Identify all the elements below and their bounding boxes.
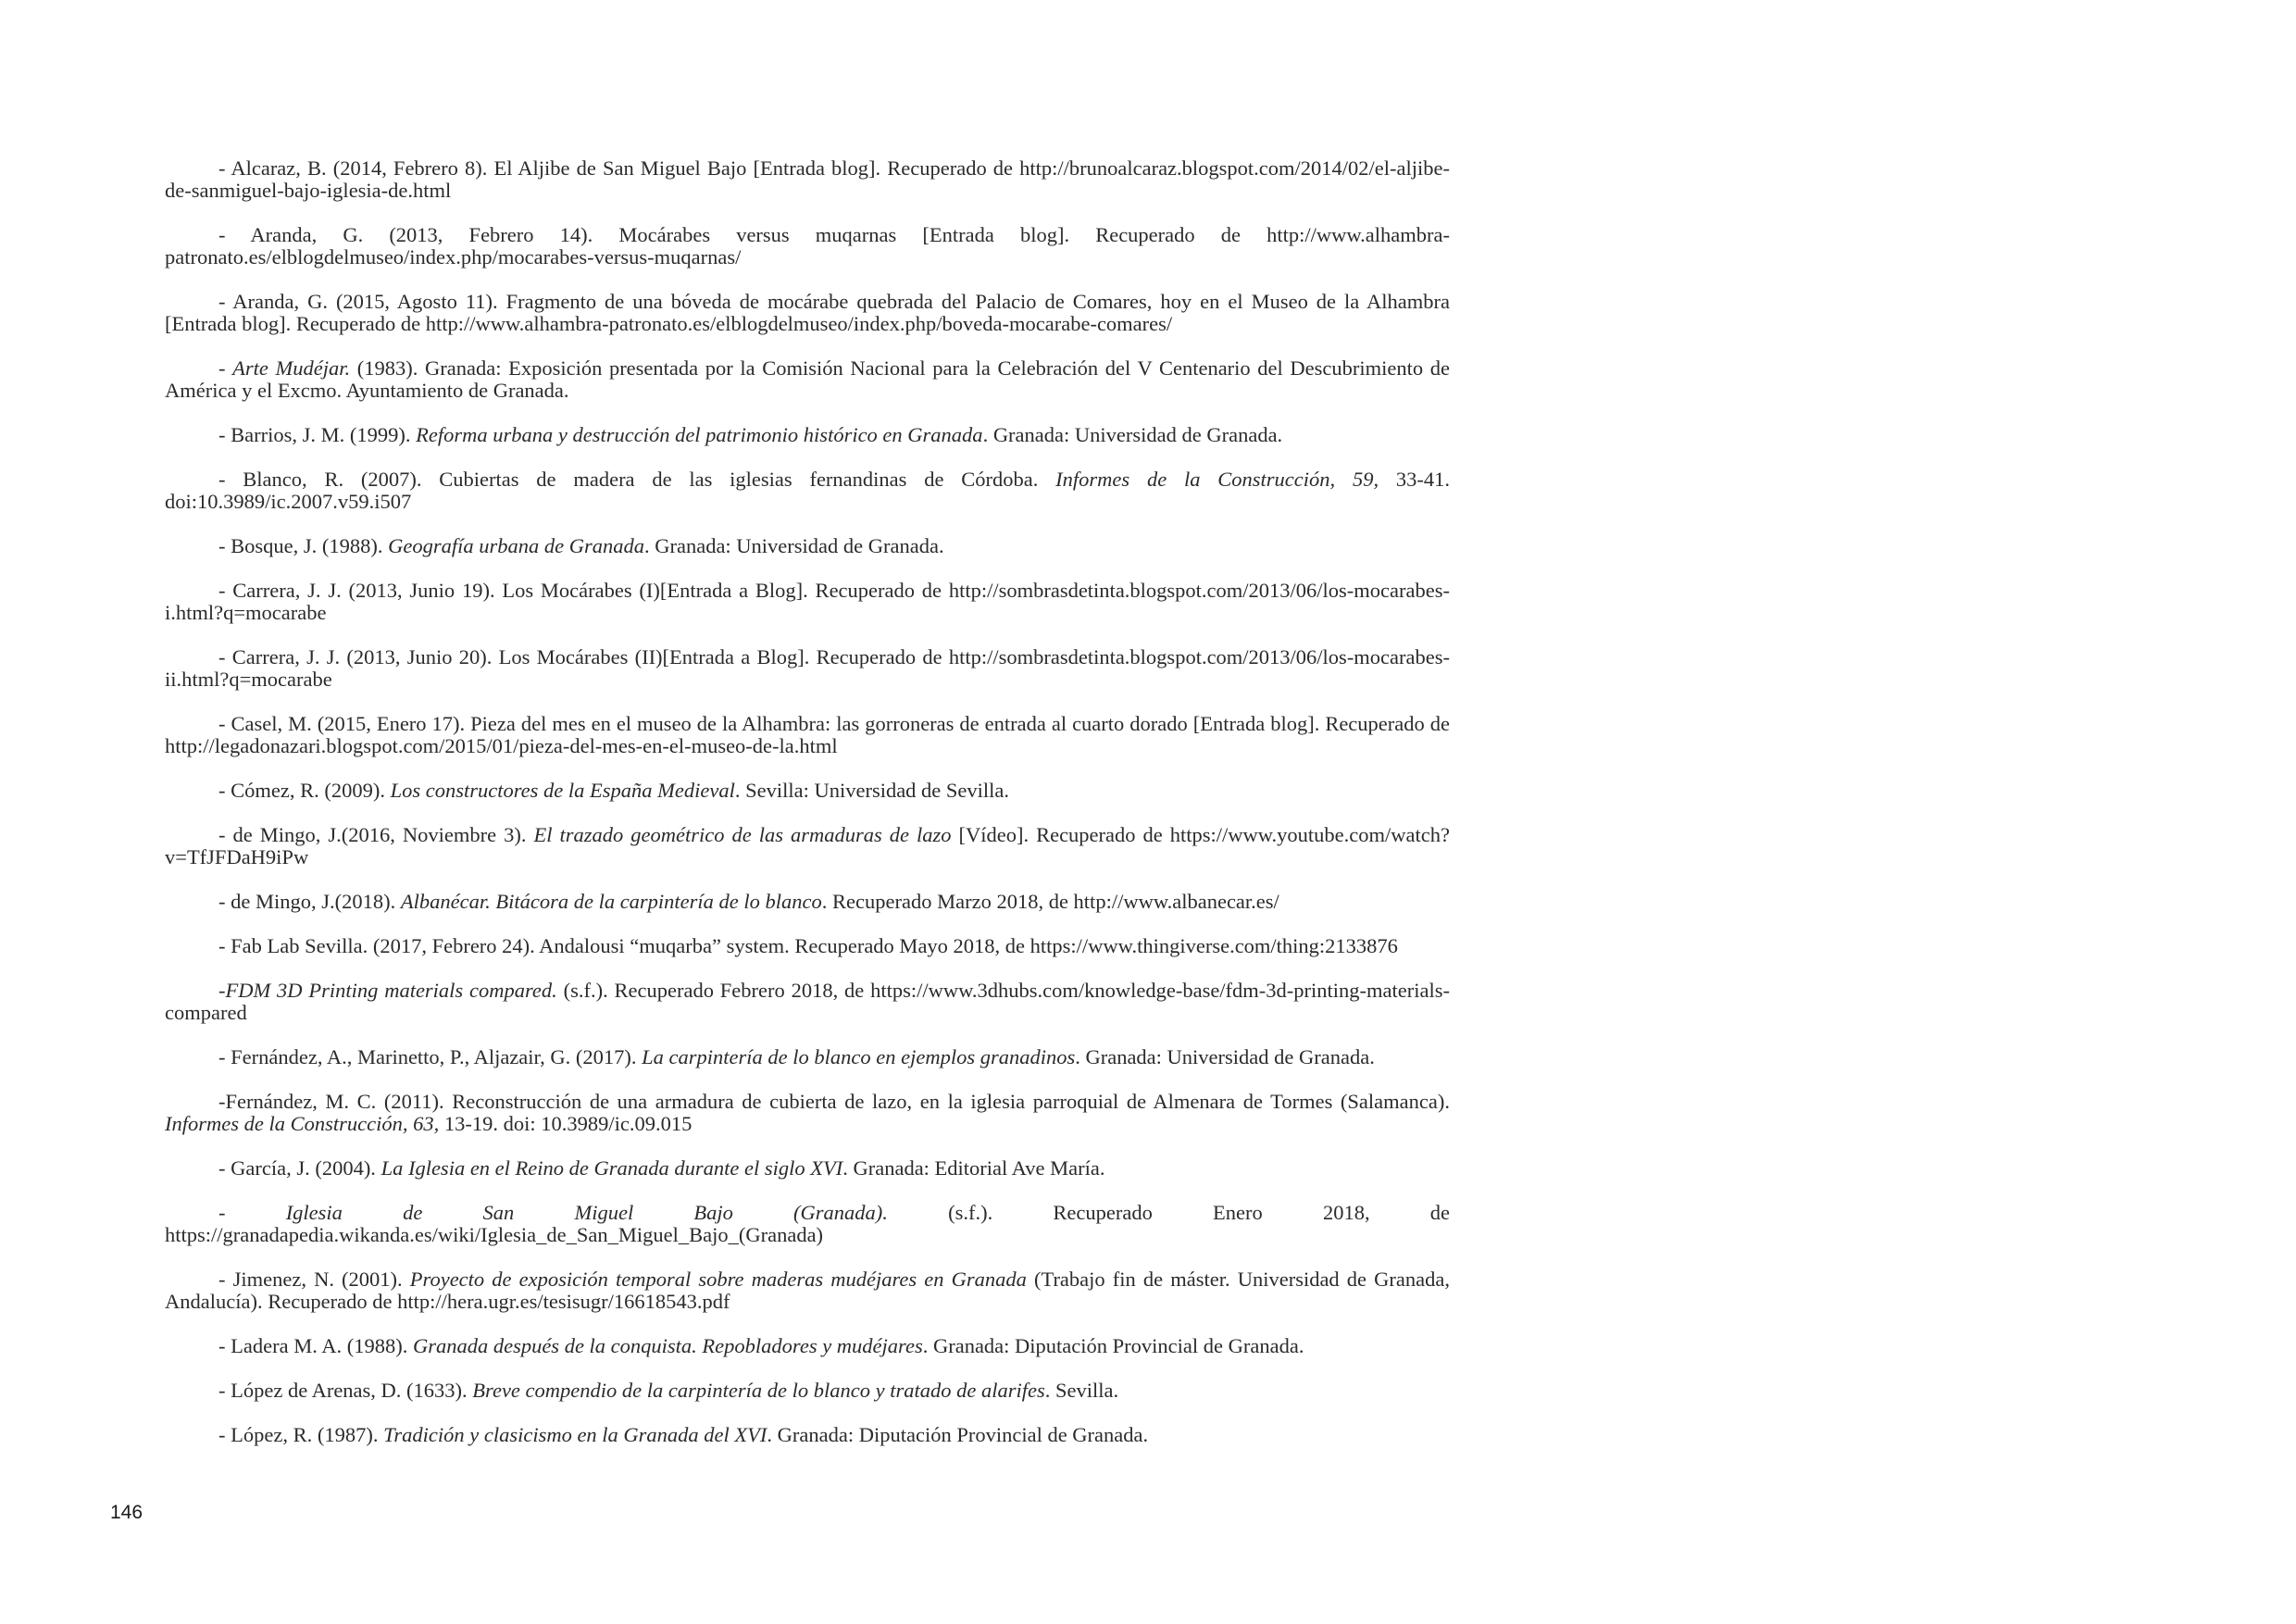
entry-text: . Sevilla.: [1044, 1379, 1119, 1402]
entry-title-italic: Proyecto de exposición temporal sobre maderas mudéjares en Granada: [409, 1268, 1027, 1291]
bibliography-entry: [165, 1046, 1450, 1068]
bibliography-entry: [165, 780, 1450, 802]
entry-text: - Alcaraz, B. (2014, Febrero 8). El Aljibe de San Miguel Bajo [Entrada blog]. Recuperado de http://brunoalcaraz.blogspot.com/2014/02/el-aljibe-de-sanmiguel-bajo-iglesia-de.html: [165, 156, 1450, 202]
entry-title-italic: Geografía urbana de Granada: [388, 534, 644, 557]
entry-text: . Granada: Universidad de Granada.: [643, 534, 944, 557]
bibliography-entry: [165, 980, 1450, 1024]
bibliography-entry: [165, 468, 1450, 513]
entry-text: - Fernández, A., Marinetto, P., Aljazair, G. (2017).: [218, 1045, 643, 1068]
entry-text: - Ladera M. A. (1988).: [218, 1334, 413, 1357]
entry-text: . Granada: Universidad de Granada.: [982, 423, 1283, 446]
entry-text: - Aranda, G. (2013, Febrero 14). Mocárabes versus muqarnas [Entrada blog]. Recuperado de http://www.alhambra-patronato.es/elblogdelmuseo/index.php/mocarabes-versus-muqarnas/: [165, 223, 1450, 269]
bibliography-entry: [165, 891, 1450, 913]
bibliography-entry: [165, 224, 1450, 269]
bibliography-entry: [165, 1380, 1450, 1402]
bibliography-entry: [165, 535, 1450, 557]
entry-text: . Sevilla: Universidad de Sevilla.: [734, 779, 1010, 802]
entry-text: (s.f.). Recuperado Enero 2018, de https://granadapedia.wikanda.es/wiki/Iglesia_de_San_Miguel_Bajo_(Granada): [165, 1201, 1451, 1246]
entry-text: - Cómez, R. (2009).: [218, 779, 391, 802]
entry-title-italic: FDM 3D Printing materials compared.: [225, 979, 557, 1002]
entry-text: (Trabajo fin de máster. Universidad de Granada, Andalucía). Recuperado de http://hera.ugr.es/tesisugr/16618543.pdf: [165, 1268, 1450, 1313]
entry-text: -: [218, 356, 233, 380]
entry-title-italic: Arte Mudéjar.: [232, 356, 351, 380]
entry-text: . Recuperado Marzo 2018, de http://www.albanecar.es/: [821, 890, 1279, 913]
entry-title-italic: Informes de la Construcción, 63,: [165, 1112, 440, 1135]
bibliography-list: [165, 157, 1450, 1468]
bibliography-entry: [165, 357, 1450, 402]
entry-text: 33-41. doi:10.3989/ic.2007.v59.i507: [165, 468, 1450, 513]
bibliography-entry: [165, 713, 1450, 757]
entry-text: -: [218, 1201, 286, 1224]
entry-text: . Granada: Diputación Provincial de Granada.: [922, 1334, 1304, 1357]
entry-text: -: [218, 979, 226, 1002]
entry-text: . Granada: Editorial Ave María.: [842, 1156, 1105, 1180]
entry-text: . Granada: Universidad de Granada.: [1075, 1045, 1375, 1068]
entry-text: - Blanco, R. (2007). Cubiertas de madera de las iglesias fernandinas de Córdoba.: [218, 468, 1056, 491]
entry-text: [Vídeo]. Recuperado de https://www.youtube.com/watch?v=TfJFDaH9iPw: [165, 823, 1450, 868]
bibliography-entry: [165, 291, 1450, 335]
entry-title-italic: Iglesia de San Miguel Bajo (Granada).: [285, 1201, 888, 1224]
bibliography-entry: [165, 424, 1450, 446]
entry-title-italic: Tradición y clasicismo en la Granada del XVI: [383, 1423, 767, 1446]
bibliography-entry: [165, 157, 1450, 202]
entry-text: - Jimenez, N. (2001).: [218, 1268, 410, 1291]
page-number: 146: [110, 1502, 144, 1523]
entry-text: - López de Arenas, D. (1633).: [218, 1379, 473, 1402]
bibliography-entry: [165, 646, 1450, 691]
entry-title-italic: Breve compendio de la carpintería de lo blanco y tratado de alarifes: [472, 1379, 1045, 1402]
bibliography-entry: [165, 935, 1450, 957]
entry-text: - López, R. (1987).: [218, 1423, 384, 1446]
entry-title-italic: La Iglesia en el Reino de Granada durante el siglo XVI: [381, 1156, 843, 1180]
entry-text: - de Mingo, J.(2018).: [218, 890, 401, 913]
entry-text: - Aranda, G. (2015, Agosto 11). Fragmento de una bóveda de mocárabe quebrada del Palacio de Comares, hoy en el Museo de la Alhambra [Entrada blog]. Recuperado de http://www.alhambra-patronato.es/elblogdelmuseo/index.php/boveda-mocarabe-comares/: [165, 290, 1450, 335]
entry-text: - Barrios, J. M. (1999).: [218, 423, 417, 446]
entry-title-italic: Albanécar. Bitácora de la carpintería de lo blanco: [400, 890, 822, 913]
entry-title-italic: Los constructores de la España Medieval: [390, 779, 735, 802]
entry-text: 13-19. doi: 10.3989/ic.09.015: [439, 1112, 693, 1135]
bibliography-entry: [165, 1268, 1450, 1313]
entry-title-italic: El trazado geométrico de las armaduras de lazo: [533, 823, 952, 846]
entry-text: (1983). Granada: Exposición presentada por la Comisión Nacional para la Celebración del V Centenario del Descubrimiento de América y el Excmo. Ayuntamiento de Granada.: [165, 356, 1451, 402]
entry-text: -Fernández, M. C. (2011). Reconstrucción de una armadura de cubierta de lazo, en la iglesia parroquial de Almenara de Tormes (Salamanca).: [218, 1090, 1450, 1113]
entry-text: - Bosque, J. (1988).: [218, 534, 389, 557]
entry-text: - Carrera, J. J. (2013, Junio 20). Los Mocárabes (II)[Entrada a Blog]. Recuperado de http://sombrasdetinta.blogspot.com/2013/06/los-mocarabes-ii.html?q=mocarabe: [165, 645, 1450, 691]
bibliography-entry: [165, 1157, 1450, 1180]
bibliography-entry: [165, 1335, 1450, 1357]
entry-text: - Fab Lab Sevilla. (2017, Febrero 24). Andalousi “muqarba” system. Recuperado Mayo 2018, de https://www.thingiverse.com/thing:2133876: [218, 934, 1398, 957]
bibliography-entry: [165, 580, 1450, 624]
entry-text: - de Mingo, J.(2016, Noviembre 3).: [218, 823, 534, 846]
bibliography-entry: [165, 1091, 1450, 1135]
entry-text: (s.f.). Recuperado Febrero 2018, de https://www.3dhubs.com/knowledge-base/fdm-3d-printing-materials-compared: [165, 979, 1450, 1024]
entry-text: - Carrera, J. J. (2013, Junio 19). Los Mocárabes (I)[Entrada a Blog]. Recuperado de http://sombrasdetinta.blogspot.com/2013/06/los-mocarabes-i.html?q=mocarabe: [165, 579, 1450, 624]
bibliography-entry: [165, 824, 1450, 868]
entry-title-italic: Informes de la Construcción, 59,: [1055, 468, 1379, 491]
entry-title-italic: Reforma urbana y destrucción del patrimonio histórico en Granada: [416, 423, 983, 446]
entry-text: . Granada: Diputación Provincial de Granada.: [767, 1423, 1149, 1446]
bibliography-entry: [165, 1202, 1450, 1246]
entry-title-italic: La carpintería de lo blanco en ejemplos granadinos: [642, 1045, 1076, 1068]
entry-text: - Casel, M. (2015, Enero 17). Pieza del mes en el museo de la Alhambra: las gorroneras de entrada al cuarto dorado [Entrada blog]. Recuperado de http://legadonazari.blogspot.com/2015/01/pieza-del-mes-en-el-museo-de-la.html: [165, 712, 1450, 757]
entry-text: - García, J. (2004).: [218, 1156, 381, 1180]
bibliography-entry: [165, 1424, 1450, 1446]
entry-title-italic: Granada después de la conquista. Repobladores y mudéjares: [412, 1334, 923, 1357]
